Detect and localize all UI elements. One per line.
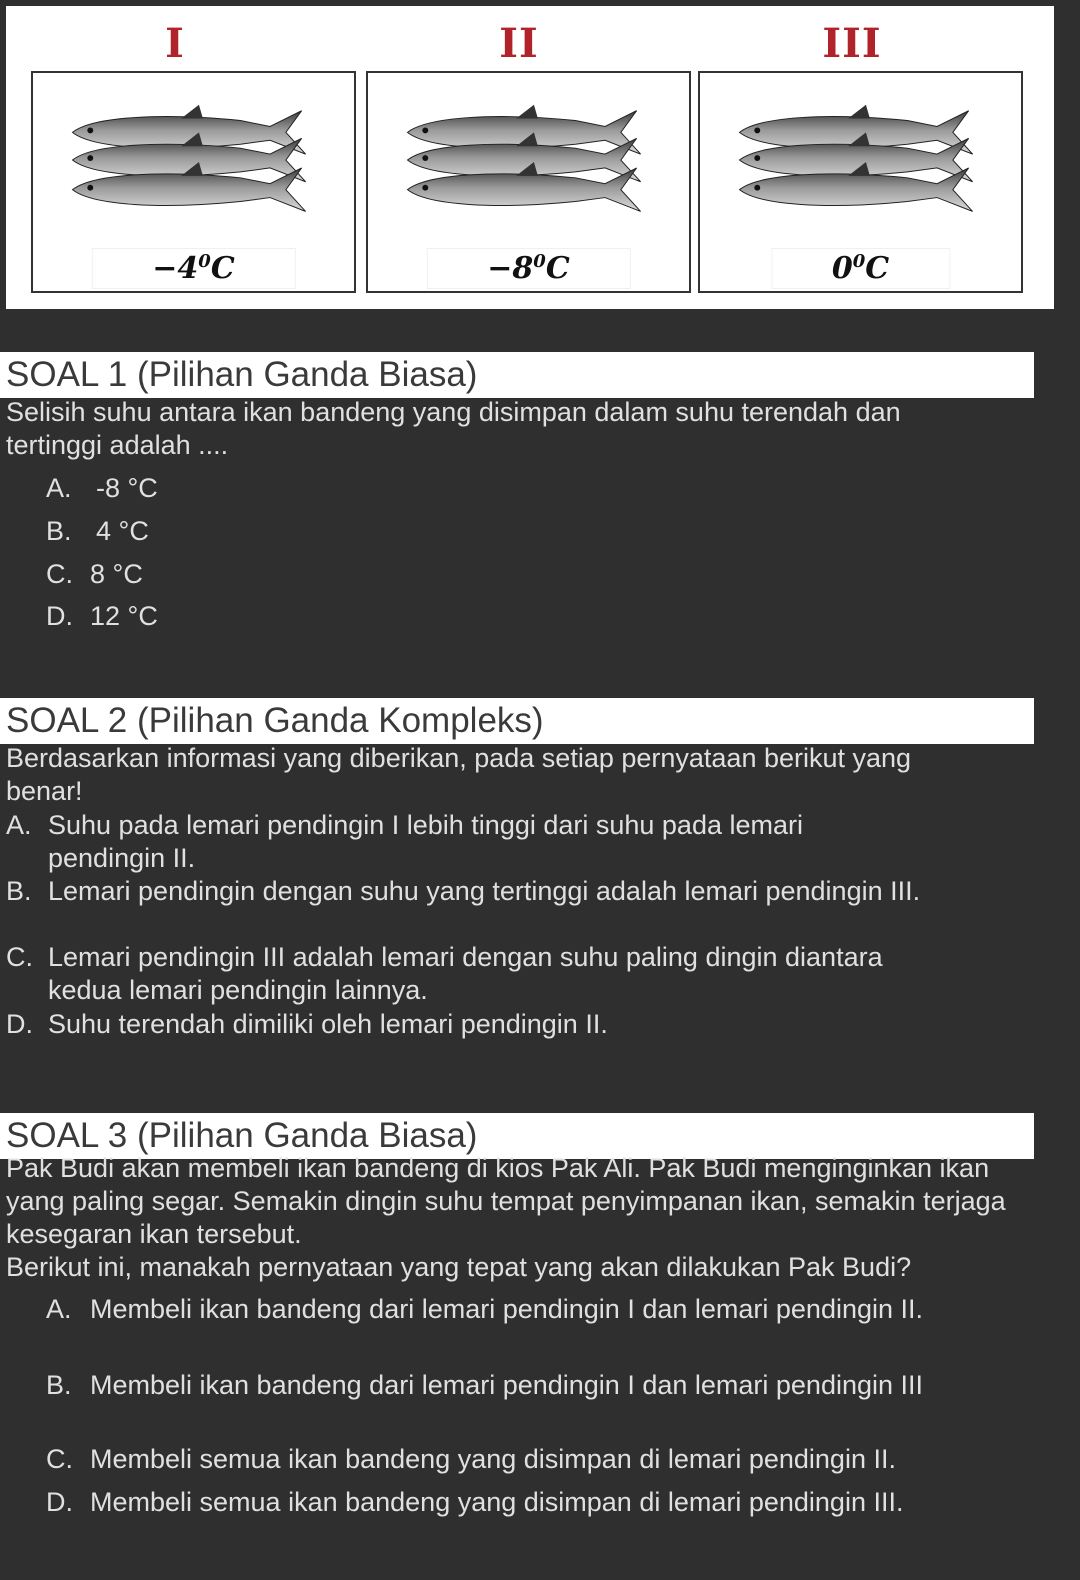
question-3-option-b[interactable]: B. Membeli ikan bandeng dari lemari pendingin I dan lemari pendingin III bbox=[46, 1370, 924, 1400]
fridge-iii-temperature: $0^0C$ bbox=[771, 248, 950, 289]
question-1-option-b[interactable]: B. 4 °C bbox=[46, 516, 149, 546]
fridge-i-temperature: $-4^0C$ bbox=[91, 248, 295, 289]
question-3-text: Pak Budi akan membeli ikan bandeng di kios Pak Ali. Pak Budi menginginkan ikan yang paling segar. Semakin dingin suhu tempat penyimpanan ikan, semakin terjaga kesegaran ikan tersebut. bbox=[6, 1153, 1006, 1249]
question-2-title: SOAL 2 (Pilihan Ganda Kompleks) bbox=[0, 698, 1034, 744]
question-2-option-b[interactable]: B. Lemari pendingin dengan suhu yang tertinggi adalah lemari pendingin III. bbox=[6, 876, 921, 906]
fridge-ii-temperature: $-8^0C$ bbox=[426, 248, 630, 289]
fridge-iii bbox=[698, 71, 1023, 293]
question-3-option-a[interactable]: A. Membeli ikan bandeng dari lemari pendingin I dan lemari pendingin II. bbox=[46, 1294, 924, 1324]
question-1-title: SOAL 1 (Pilihan Ganda Biasa) bbox=[0, 352, 1034, 398]
question-3-option-c[interactable]: C. Membeli semua ikan bandeng yang disimpan di lemari pendingin II. bbox=[46, 1444, 896, 1474]
fish-image-i bbox=[33, 88, 354, 238]
question-2-option-d[interactable]: D. Suhu terendah dimiliki oleh lemari pendingin II. bbox=[6, 1009, 608, 1039]
fridge-label-iii: III bbox=[822, 20, 882, 67]
fridge-i bbox=[31, 71, 356, 293]
fridge-ii bbox=[366, 71, 691, 293]
question-3-title: SOAL 3 (Pilihan Ganda Biasa) bbox=[0, 1113, 1034, 1159]
fish-image-iii bbox=[700, 88, 1021, 238]
question-1-option-c[interactable]: C. 8 °C bbox=[46, 559, 143, 589]
fish-image-ii bbox=[368, 88, 689, 238]
question-3-prompt: Berikut ini, manakah pernyataan yang tepat yang akan dilakukan Pak Budi? bbox=[6, 1252, 912, 1282]
question-2-option-a[interactable]: A. Suhu pada lemari pendingin I lebih tinggi dari suhu pada lemari pendingin II. bbox=[6, 810, 803, 873]
question-1-text: Selisih suhu antara ikan bandeng yang disimpan dalam suhu terendah dan tertinggi adalah .... bbox=[6, 397, 901, 460]
question-3-option-d[interactable]: D. Membeli semua ikan bandeng yang disimpan di lemari pendingin III. bbox=[46, 1487, 904, 1517]
question-2-text: Berdasarkan informasi yang diberikan, pada setiap pernyataan berikut yang benar! bbox=[6, 743, 912, 806]
fridge-label-i: I bbox=[165, 20, 185, 67]
fish-fridge-figure bbox=[6, 6, 1054, 309]
question-2-option-c[interactable]: C. Lemari pendingin III adalah lemari dengan suhu paling dingin diantara kedua lemari pendingin lainnya. bbox=[6, 942, 883, 1005]
fridge-label-ii: II bbox=[499, 20, 539, 67]
question-1-option-d[interactable]: D. 12 °C bbox=[46, 601, 158, 631]
question-1-option-a[interactable]: A. -8 °C bbox=[46, 473, 158, 503]
